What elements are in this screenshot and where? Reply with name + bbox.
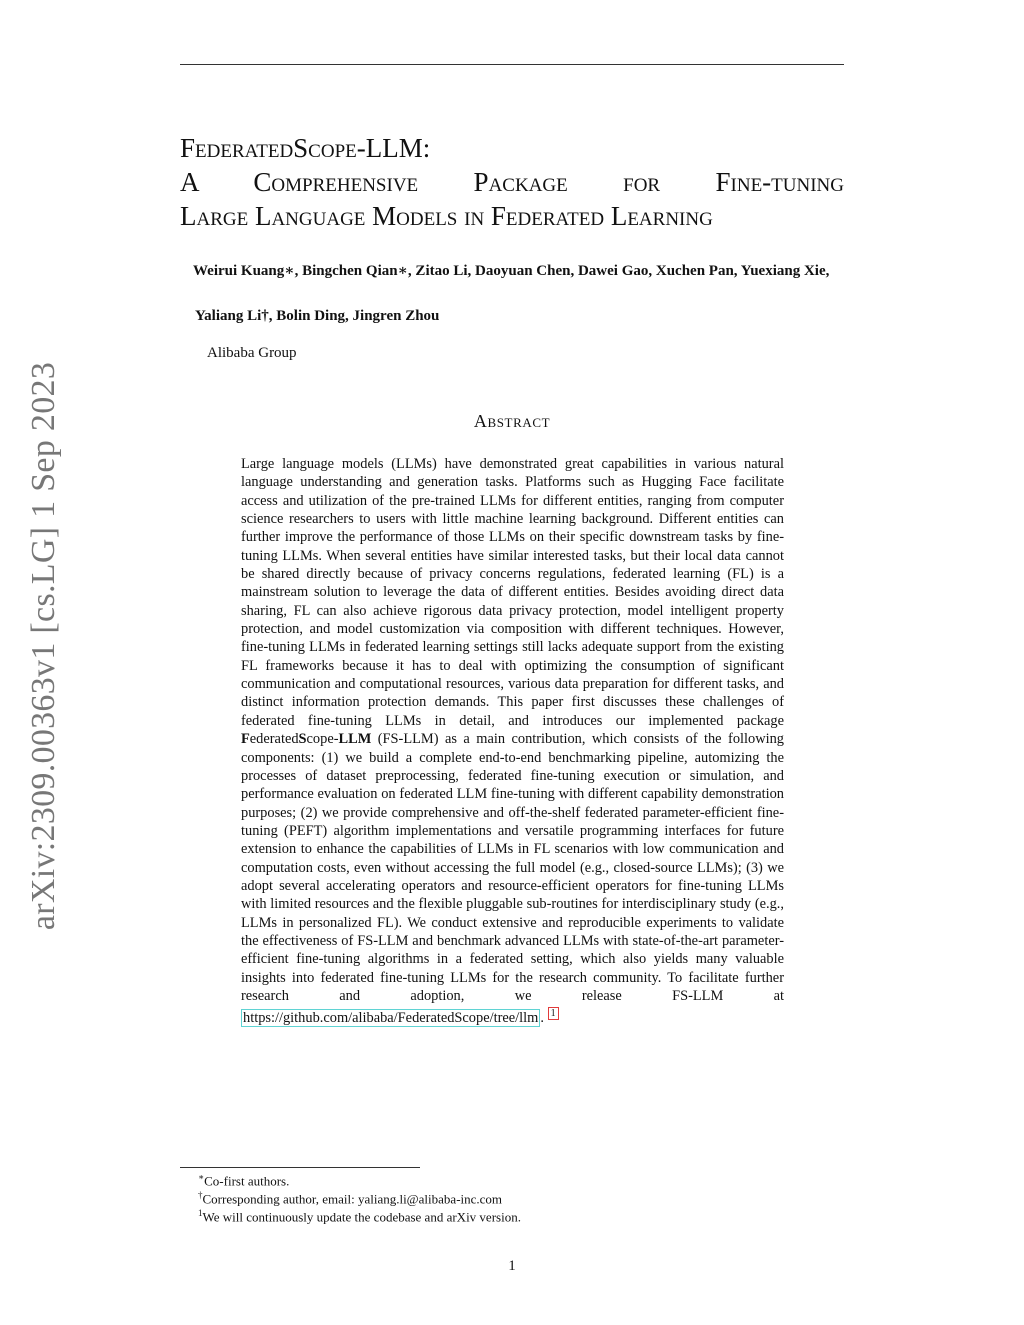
footnote-co-first bbox=[198, 1172, 289, 1189]
footnote-1-link[interactable]: 1 bbox=[548, 1007, 559, 1020]
footnote-text: Corresponding author, email: yaliang.li@alibaba-inc.com bbox=[202, 1191, 503, 1207]
footnote-rule bbox=[180, 1167, 420, 1168]
github-link[interactable]: https://github.com/alibaba/FederatedScope/tree/llm bbox=[243, 1010, 539, 1027]
footnote-mark: ∗ bbox=[198, 1172, 205, 1182]
abstract-text-part-1: Large language models (LLMs) have demonstrated great capabilities in various natural language understanding and generation tasks. Platforms such as Hugging Face facilitate access and utilization of the pre-trained LLMs for different entities, ranging from computer science researchers to users with little machine learning background. Different entities can further improve the performance of those LLMs on their specific downstream tasks by fine-tuning LLMs. When several entities have similar interested tasks, but their local data cannot be shared directly because of privacy concerns regulations, federated learning (FL) is a mainstream solution to leverage the data of different entities. Besides avoiding direct data sharing, FL can also achieve rigorous data privacy protection, model intelligent property protection, and model customization via composition with different techniques. However, fine-tuning LLMs in federated learning settings still lacks adequate support from the existing FL frameworks because it has to deal with optimizing the consumption of significant communication and computational resources, various data preparation for different tasks, and distinct information protection demands. This paper first discusses these challenges of federated fine-tuning LLMs in detail, and introduces our implemented package bbox=[241, 456, 784, 729]
title-line-1: FederatedScope-LLM: bbox=[180, 133, 431, 163]
footnote-mark: 1 bbox=[198, 1208, 203, 1218]
package-initial-f: F bbox=[241, 731, 250, 748]
title-line-3: Large Language Models in Federated Learning bbox=[180, 201, 713, 231]
top-rule bbox=[180, 64, 844, 65]
arxiv-identifier: arXiv:2309.00363v1 [cs.LG] 1 Sep 2023 bbox=[25, 361, 62, 931]
affiliation: Alibaba Group bbox=[207, 345, 297, 361]
page-number: 1 bbox=[508, 1258, 516, 1274]
footnote-text: We will continuously update the codebase and arXiv version. bbox=[202, 1209, 521, 1225]
package-llm: LLM bbox=[338, 731, 372, 748]
footnote-update bbox=[198, 1208, 521, 1225]
package-name-part: ederated bbox=[249, 731, 299, 748]
authors-line-1: Weirui Kuang∗, Bingchen Qian∗, Zitao Li, Daoyuan Chen, Dawei Gao, Xuchen Pan, Yuexiang Xie, bbox=[193, 263, 830, 279]
footnote-text: Co-first authors. bbox=[204, 1173, 290, 1189]
footnote-corresponding bbox=[198, 1190, 502, 1207]
footnote-mark: † bbox=[198, 1190, 203, 1200]
abstract-body bbox=[241, 455, 784, 1027]
abstract-text-part-2: (FS-LLM) as a main contribution, which consists of the following components: (1) we build a complete end-to-end benchmarking pipeline, automizing the processes of dataset preprocessing, federated fine-tuning execution or simulation, and performance evaluation on federated LLM fine-tuning with different capability demonstration purposes; (2) we provide comprehensive and off-the-shelf federated parameter-efficient fine-tuning (PEFT) algorithm implementations and versatile programming interfaces for future extension to enhance the capabilities of LLMs in FL scenarios with low communication and computation costs, even without accessing the full model (e.g., closed-source LLMs); (3) we adopt several accelerating operators and resource-efficient operators for fine-tuning LLMs with limited resources and the flexible pluggable sub-routines for interdisciplinary study (e.g., LLMs in personalized FL). We conduct extensive and reproducible experiments to validate the effectiveness of FS-LLM and benchmark advanced LLMs with state-of-the-art parameter-efficient fine-tuning algorithms in a federated setting, which also yields many valuable insights into federated fine-tuning LLMs for the research community. To facilitate further research and adoption, we release FS-LLM at bbox=[241, 731, 784, 1004]
package-initial-s: S bbox=[298, 731, 307, 748]
abstract-heading: Abstract bbox=[473, 411, 551, 431]
title-line-2: A Comprehensive Package for Fine-tuning bbox=[180, 167, 844, 197]
authors-line-2: Yaliang Li†, Bolin Ding, Jingren Zhou bbox=[195, 308, 440, 324]
abstract-final-period: . bbox=[540, 1010, 544, 1027]
package-name-part-2: cope- bbox=[306, 731, 339, 748]
